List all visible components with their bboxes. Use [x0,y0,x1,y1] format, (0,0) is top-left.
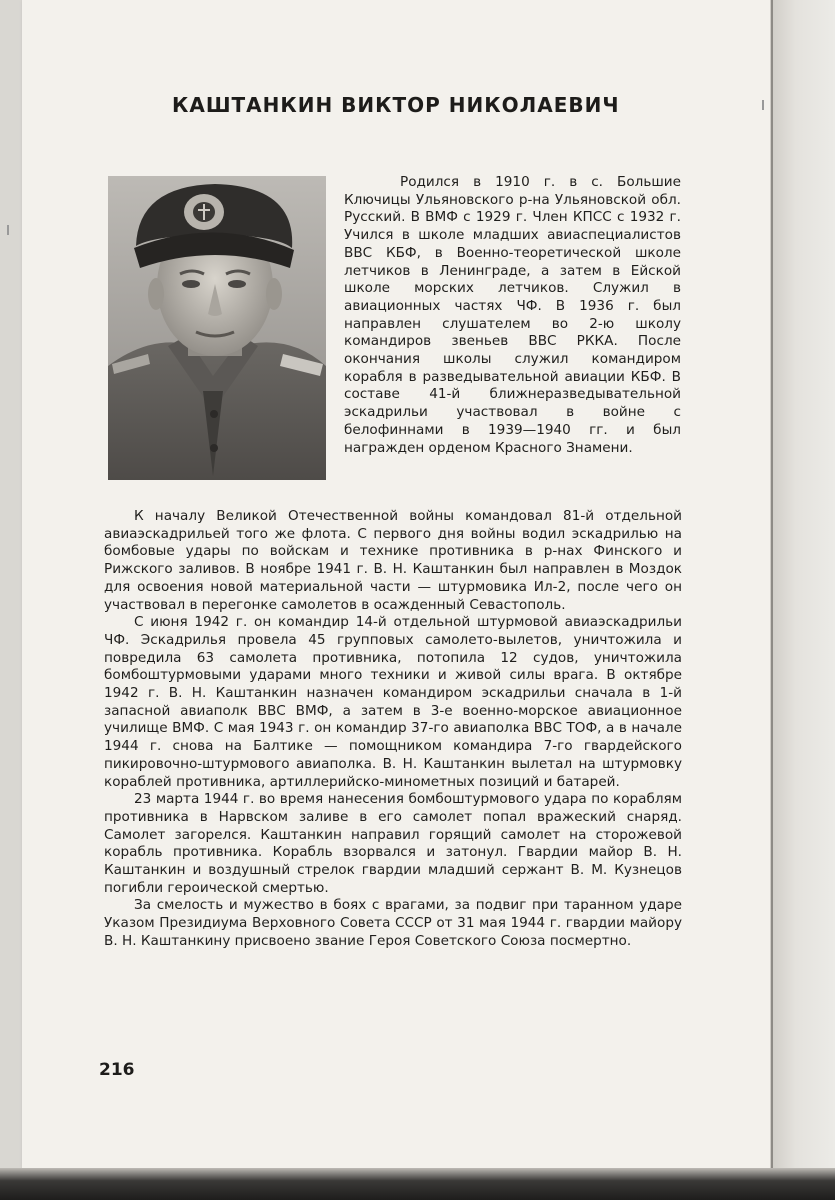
margin-mark [762,100,764,110]
page-title: КАШТАНКИН ВИКТОР НИКОЛАЕВИЧ [172,93,620,117]
portrait-photo [108,176,326,480]
paragraph: С июня 1942 г. он командир 14-й отдельной штурмовой авиаэскадрильи ЧФ. Эскадрилья провела 45 групповых самолето-вылетов, уничтожила и повредила 63 самолета противника, потопила 12 судов, уничтожила бомбоштурмовыми ударами много техники и живой силы врага. В октябре 1942 г. В. Н. Каштанкин назначен командиром эскадрильи сначала в 1-й запасной авиаполк ВВС ВМФ, а затем в 3-е военно-морское авиационное училище ВМФ. С мая 1943 г. он командир 37-го авиаполка ВВС ТОФ, а в начале 1944 г. снова на Балтике — помощником командира 7-го гвардейского пикировочно-штурмового авиаполка. В. Н. Каштанкин вылетал на штурмовку кораблей противника, артиллерийско-минометных позиций и батарей. [104,614,682,790]
scanner-edge [0,1168,835,1200]
facing-page-margin [770,0,835,1168]
paragraph: 23 марта 1944 г. во время нанесения бомбоштурмового удара по кораблям противника в Нарвском заливе в его самолет попал вражеский снаряд. Самолет загорелся. Каштанкин направил горящий самолет на сторожевой корабль противника. Корабль взорвался и затонул. Гвардии майор В. Н. Каштанкин и воздушный стрелок гвардии младший сержант В. М. Кузнецов погибли героической смертью. [104,791,682,896]
page-number: 216 [99,1060,135,1080]
paragraph: К началу Великой Отечественной войны командовал 81-й отдельной авиаэскадрильей того же флота. С первого дня войны водил эскадрилью на бомбовые удары по войскам и технике противника в р-нах Финского и Рижского заливов. В ноябре 1941 г. В. Н. Каштанкин был направлен в Моздок для освоения новой материальной части — штурмовика Ил-2, после чего он участвовал в перегонке самолетов в осажденный Севастополь. [104,508,682,613]
biography-body [104,508,682,951]
margin-mark [7,225,9,235]
portrait-photo-icon [108,176,326,480]
book-spine [771,0,773,1168]
intro-paragraph: Родился в 1910 г. в с. Большие Ключицы Ульяновского р-на Ульяновской обл. Русский. В ВМФ с 1929 г. Член КПСС с 1932 г. Учился в школе младших авиаспециалистов ВВС КБФ, в Военно-теоретической школе летчиков в Ленинграде, а затем в Ейской школе морских летчиков. Служил в авиационных частях ЧФ. В 1936 г. был направлен слушателем во 2-ю школу командиров звеньев ВВС РККА. После окончания школы служил командиром корабля в разведывательной авиации КБФ. В составе 41-й ближнеразведывательной эскадрильи участвовал в войне с белофиннами в 1939—1940 гг. и был награжден орденом Красного Знамени. [344,174,681,456]
paragraph: За смелость и мужество в боях с врагами, за подвиг при таранном ударе Указом Президиума Верховного Совета СССР от 31 мая 1944 г. гвардии майору В. Н. Каштанкину присвоено звание Героя Советского Союза посмертно. [104,897,682,949]
